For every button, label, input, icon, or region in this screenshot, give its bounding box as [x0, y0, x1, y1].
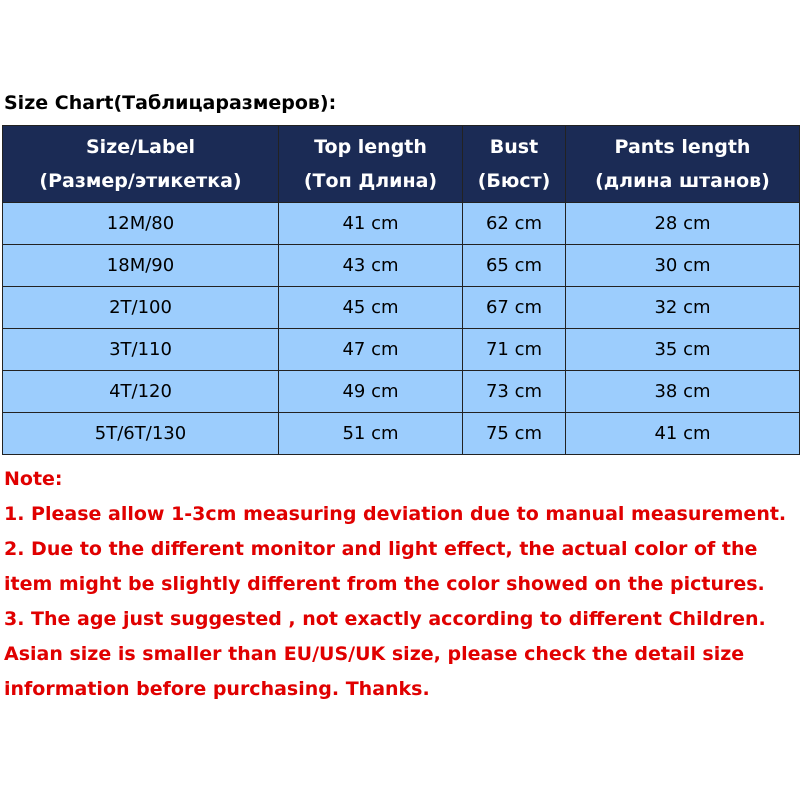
header-pants-length [566, 126, 800, 203]
size-cell: 5T/6T/130 [3, 413, 279, 455]
header-line: (Топ Длина) [303, 170, 438, 192]
pants-length-cell: 35 cm [566, 329, 800, 371]
header-size-label [3, 126, 279, 203]
size-cell: 3T/110 [3, 329, 279, 371]
bust-cell: 67 cm [463, 287, 566, 329]
table-header-row [3, 126, 800, 203]
bust-cell: 75 cm [463, 413, 566, 455]
note-line: information before purchasing. Thanks. [4, 678, 430, 700]
bust-cell: 65 cm [463, 245, 566, 287]
size-cell: 12M/80 [3, 203, 279, 245]
size-cell: 4T/120 [3, 371, 279, 413]
table-row [3, 245, 800, 287]
notes-heading: Note: [4, 468, 63, 490]
table-row [3, 329, 800, 371]
note-line: Asian size is smaller than EU/US/UK size, please check the detail size [4, 643, 745, 665]
bust-cell: 73 cm [463, 371, 566, 413]
header-line: Size/Label [85, 136, 195, 158]
notes-section [4, 462, 786, 707]
size-cell: 2T/100 [3, 287, 279, 329]
pants-length-cell: 30 cm [566, 245, 800, 287]
bust-cell: 62 cm [463, 203, 566, 245]
top-length-cell: 47 cm [279, 329, 463, 371]
header-line: (Бюст) [477, 170, 551, 192]
note-line: 3. The age just suggested , not exactly according to different Children. [4, 608, 766, 630]
header-top-length [279, 126, 463, 203]
header-bust [463, 126, 566, 203]
note-line: item might be slightly different from the color showed on the pictures. [4, 573, 765, 595]
size-chart-table [2, 125, 800, 455]
header-line: Pants length [614, 136, 751, 158]
pants-length-cell: 41 cm [566, 413, 800, 455]
header-line: Top length [314, 136, 427, 158]
top-length-cell: 49 cm [279, 371, 463, 413]
bust-cell: 71 cm [463, 329, 566, 371]
top-length-cell: 45 cm [279, 287, 463, 329]
pants-length-cell: 38 cm [566, 371, 800, 413]
table-row [3, 413, 800, 455]
size-cell: 18M/90 [3, 245, 279, 287]
top-length-cell: 51 cm [279, 413, 463, 455]
note-line: 1. Please allow 1-3cm measuring deviation due to manual measurement. [4, 503, 787, 525]
header-line: Bust [489, 136, 539, 158]
header-line: (длина штанов) [595, 170, 770, 192]
page-title: Size Chart(Таблицаразмеров): [4, 92, 337, 114]
header-line: (Размер/этикетка) [39, 170, 242, 192]
top-length-cell: 41 cm [279, 203, 463, 245]
table-row [3, 287, 800, 329]
pants-length-cell: 28 cm [566, 203, 800, 245]
note-line: 2. Due to the different monitor and light effect, the actual color of the [4, 538, 758, 560]
table-row [3, 371, 800, 413]
table-row [3, 203, 800, 245]
top-length-cell: 43 cm [279, 245, 463, 287]
pants-length-cell: 32 cm [566, 287, 800, 329]
